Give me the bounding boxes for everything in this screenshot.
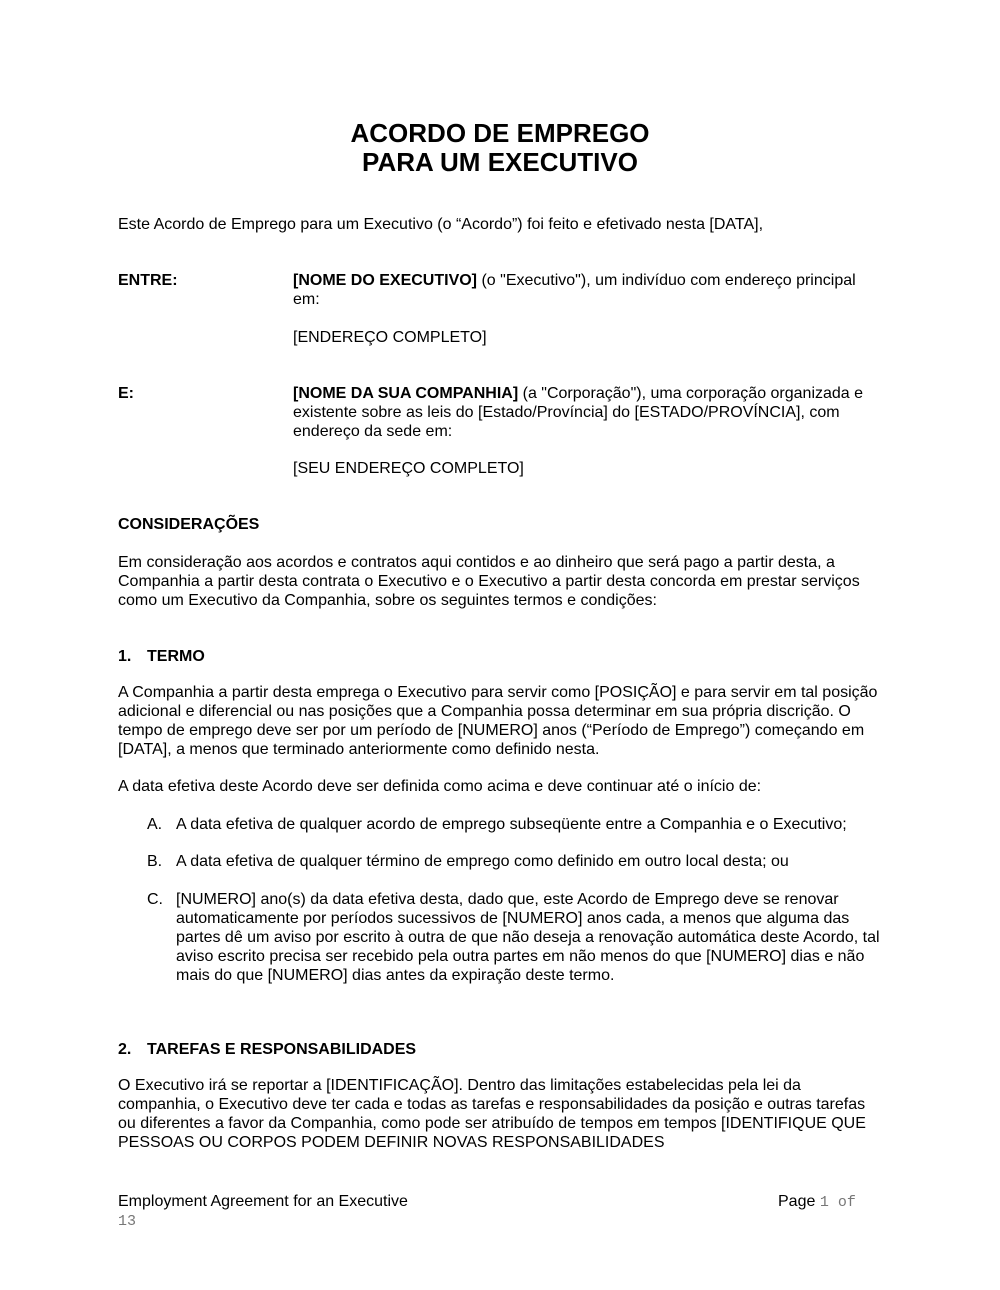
executive-text: (o "Executivo"), um indivíduo com endereço principal em:	[293, 272, 856, 308]
list-marker-c: C.	[147, 891, 163, 908]
section2-heading: TAREFAS E RESPONSABILIDADES	[147, 1041, 417, 1058]
section2-number: 2.	[118, 1041, 132, 1058]
party-executive	[293, 271, 883, 309]
party-company	[293, 384, 883, 441]
page-label: Page	[778, 1193, 816, 1210]
footer-title: Employment Agreement for an Executive	[118, 1193, 408, 1210]
doc-title-line2: PARA UM EXECUTIVO	[362, 147, 638, 177]
party-label-entre: ENTRE:	[118, 272, 178, 289]
company-text: (a "Corporação"), uma corporação organizada e existente sobre as leis do [Estado/Província] do [ESTADO/PROVÍNCIA], com endereço da sede em:	[293, 385, 864, 440]
section1-paragraph2: A data efetiva deste Acordo deve ser definida como acima e deve continuar até o início de:	[118, 778, 762, 795]
intro-paragraph: Este Acordo de Emprego para um Executivo (o “Acordo”) foi feito e efetivado nesta [DATA],	[118, 216, 764, 233]
list-item-c: [NUMERO] ano(s) da data efetiva desta, dado que, este Acordo de Emprego deve se renovar automaticamente por períodos sucessivos de [NUMERO] anos cada, a menos que alguma das partes dê um aviso por escrito à outra de que não deseja a renovação automática deste Acordo, tal aviso escrito precisa ser recebido pela outra partes em não menos do que [NUMERO] dias e não mais do que [NUMERO] dias antes da expiração deste termo.	[176, 891, 880, 984]
company-address: [SEU ENDEREÇO COMPLETO]	[293, 460, 524, 477]
considerations-heading: CONSIDERAÇÕES	[118, 516, 260, 533]
list-item-b: A data efetiva de qualquer término de emprego como definido em outro local desta; ou	[176, 853, 789, 870]
footer-page	[778, 1192, 856, 1212]
executive-address: [ENDEREÇO COMPLETO]	[293, 329, 487, 346]
section2-paragraph1: O Executivo irá se reportar a [IDENTIFICAÇÃO]. Dentro das limitações estabelecidas pela lei da companhia, o Executivo deve ter cada e todas as tarefas e responsabilidades da posição e outras tarefas ou diferentes a favor da Companhia, como pode ser atribuído de tempos em tempos [IDENTIFIQUE QUE PESSOAS OU CORPOS PODEM DEFINIR NOVAS RESPONSABILIDADES	[118, 1077, 866, 1151]
page-of: of	[837, 1194, 856, 1211]
executive-name: [NOME DO EXECUTIVO]	[293, 272, 478, 289]
section1-number: 1.	[118, 648, 132, 665]
section1-heading: TERMO	[147, 648, 205, 665]
page-number: 1	[819, 1194, 829, 1211]
company-name: [NOME DA SUA COMPANHIA]	[293, 385, 519, 402]
page-total: 13	[118, 1213, 137, 1230]
section1-paragraph1: A Companhia a partir desta emprega o Executivo para servir como [POSIÇÃO] e para servir em tal posição adicional e diferencial ou nas posições que a Companhia possa determinar em sua própria discrição. O tempo de emprego deve ser por um período de [NUMERO] anos (“Período de Emprego”) começando em [DATA], a menos que terminado anteriormente como definido nesta.	[118, 684, 878, 758]
list-marker-a: A.	[147, 816, 163, 833]
party-label-e: E:	[118, 385, 134, 402]
list-item-a: A data efetiva de qualquer acordo de emprego subseqüente entre a Companhia e o Executivo;	[176, 816, 847, 833]
list-marker-b: B.	[147, 853, 163, 870]
considerations-paragraph: Em consideração aos acordos e contratos aqui contidos e ao dinheiro que será pago a partir desta, a Companhia a partir desta contrata o Executivo e o Executivo a partir desta concorda em prestar serviços como um Executivo da Companhia, sobre os seguintes termos e condições:	[118, 554, 860, 609]
doc-title-line1: ACORDO DE EMPREGO	[350, 118, 650, 148]
